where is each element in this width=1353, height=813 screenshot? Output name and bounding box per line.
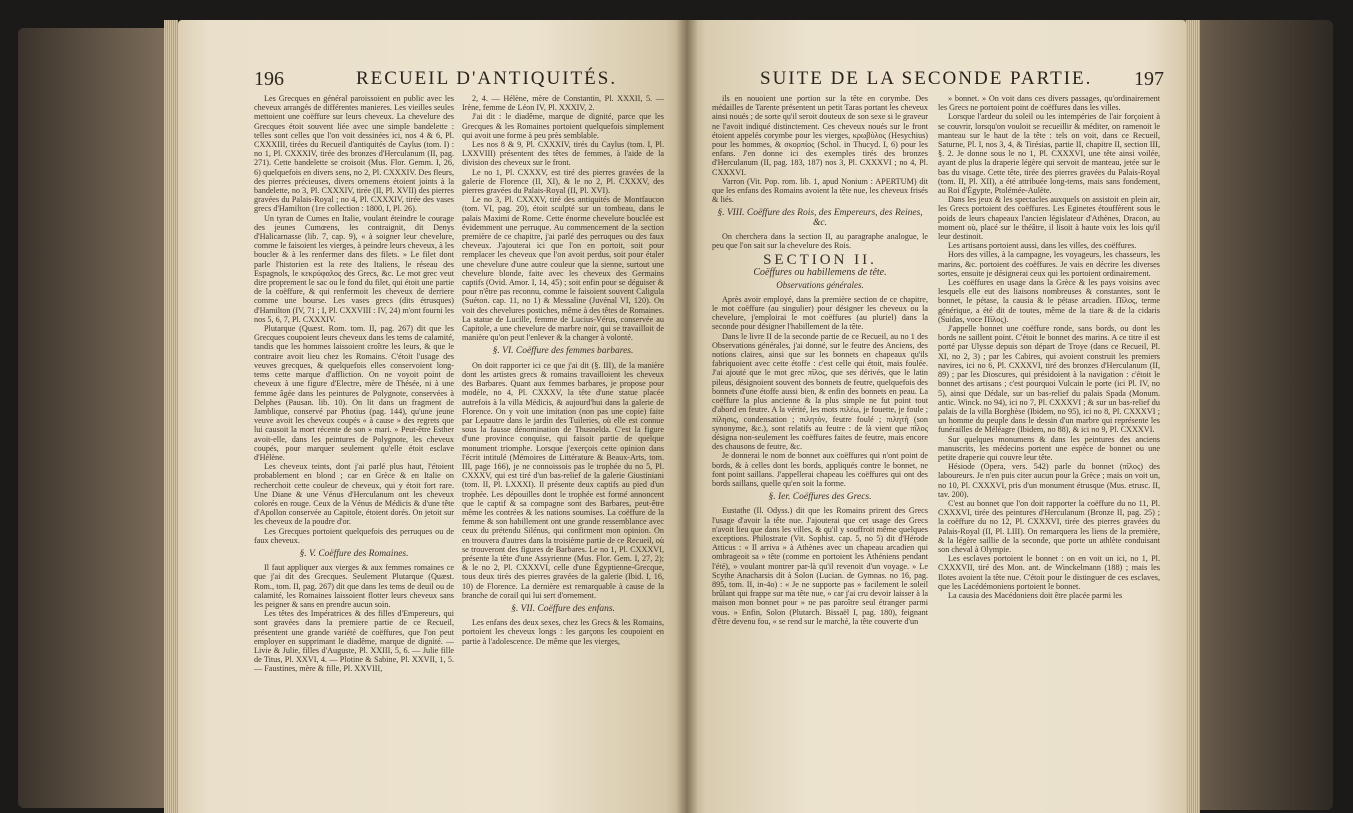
paragraph: Plutarque (Quæst. Rom. tom. II, pag. 267) dit que les Grecques coupoient leurs cheveux dans les tems de calamité, tandis que les hommes laissoient croître les leurs, & que le contraire avoit lieu chez les Romains. C'étoit l'usage des veuves grecques, & quelquefois elles conservoient long-tems cette marque d'affliction. On ne voyoit point de cheveux à une figure d'Electre, mère de Thésée, ni à une femme âgée dans les peintures de Polygnote, conservées à Delphes (Pausan. lib. 10). On lit dans un fragment de Jamblique, conservé par Photius (pag. 144), qu'une jeune veuve avoit les cheveux coupés « à cause » des regrets que lui causoit la mort récente de son » mari. » Peut-être Esther avoit-elle, dans les peintures de Polygnote, les cheveux coupés, pour marquer seulement qu'elle étoit esclave d'Hélène. xyxy=(254,324,454,462)
paragraph: J'ai dit : le diadême, marque de dignité, parce que les Grecques & les Romaines portoient quelquefois simplement qui avoit une forme à peu près semblable. xyxy=(462,112,664,140)
paragraph: On doit rapporter ici ce que j'ai dit (§. III), de la manière dont les artistes grecs & romains travailloient les cheveux des Barbares. Quant aux femmes barbares, je propose pour modèle, no 4, Pl. CXXXV, la tête d'une statue placée autrefois à la villa Médicis, & aujourd'hui dans la galerie de Florence. On y voit une imitation (non pas une copie) faite par Lepautre dans le jardin des Tuileries, où elle est connue sous la fausse dénomination de Thusnelda. C'est la figure d'une province conquise, qui faisoit partie de quelque monument triomphe. Lorsque j'exerçois cette opinion dans l'écrit intitulé (Mémoires de Littérature & Beaux-Arts, tom. III, page 166), je ne connoissois pas le trophée du no 5, Pl. CXXXV, qui est tiré d'un bas-relief de la galerie Giustiniani (tom. II, Pl. LXXXI). Il présente deux captifs au pied d'un trophée. Les dépouilles dont le trophée est formé annoncent que le captif & sa compagne sont des Barbares, peut-être même les contrées & les nations soumises. La coëffure de la femme & son habillement ont une grande ressemblance avec ceux du prétendu Silénus, qui confirment mon opinion. On en trouvera d'autres dans la troisième partie de ce Recueil, où se trouveront des figures de Barbares. Le no 1, Pl. CXXXVI, présente la tête d'une Assyrienne (Mus. Flor. Gem. I, 27, 2); & le no 2, Pl. CXXXVI, celle d'une Égyptienne-Grecque, tous deux tirés des pierres gravées de la galerie (Ibid. I, 16, 10) de Florence. La dernière est remarquable à cause de la branche de corail qui lui sert d'ornement. xyxy=(462,360,664,600)
paragraph: Lorsque l'ardeur du soleil ou les intempéries de l'air forçoient à se couvrir, lorsqu'on vouloit se recueillir & méditer, on ramenoit le manteau sur le haut de la tête : tels on voit, dans ce Recueil, Saturne, Pl. I, nos 3, 4, & Tirésias, partie II, chapitre II, section III, §. 2. Je donne sous le no 1, Pl. CXXXVI, une tête ainsi voilée, ayant de plus la draperie légère qui servoit de manteau, jetée sur le bas du visage. Cette tête, tirée des pierres gravées du Palais-Royal (tom. II, Pl. XII), a été attribuée long-tems, mais sans fondement, au Roi d'Égypte, Ptolémée-Aulète. xyxy=(938,112,1160,196)
paragraph: Les coëffures en usage dans la Grèce & les pays voisins avec lesquels elle eut des liaisons nombreuses & constantes, sont le bonnet, le pétase, la causia & le pétase arcadien. Πῖλος, terme générique, a été dit de toutes, même de la tiare & de la cidaris (Suidas, voce Πῖλος). xyxy=(938,278,1160,324)
section-heading: §. V. Coëffure des Romaines. xyxy=(299,548,409,559)
paragraph: » bonnet. » On voit dans ces divers passages, qu'ordinairement les Grecs ne portoient point de coëffures dans les villes. xyxy=(938,94,1160,113)
paragraph: Je donnerai le nom de bonnet aux coëffures qui n'ont point de bords, & à celles dont les bords, appliqués contre le bonnet, ne font point saillans. J'appellerai chapeau les coëffures qui ont des bords saillans, quelle qu'en soit la forme. xyxy=(712,451,928,488)
right-page xyxy=(686,20,1186,813)
paragraph: Les artisans portoient aussi, dans les villes, des coëffures. xyxy=(948,241,1137,251)
paragraph: On cherchera dans la section II, au paragraphe analogue, le peu que l'on sait sur la chevelure des Rois. xyxy=(712,231,928,251)
page-number-left: 196 xyxy=(254,68,284,90)
left-page-column-1 xyxy=(254,94,454,674)
paragraph: 2, 4. — Hélène, mère de Constantin, Pl. XXXII, 5. — Irène, femme de Léon IV, Pl. XXXIV, 2. xyxy=(462,94,664,113)
right-page-column-2 xyxy=(938,94,1160,600)
page-edges-left xyxy=(164,20,178,813)
paragraph: ils en nouoient une portion sur la tête en corymbe. Des médailles de Tarente présentent un petit Taras portant les cheveux ainsi noués ; de sorte qu'il seroit douteux de son sexe si le graveur ne l'avoit indiqué distinctement. Ces cheveux noués sur le front étoient appelés corymbe pour les vierges, κρωβύλος (Hesychius) pour les hommes, & σκορπίος (Schol. in Thucyd. I, 6) pour les enfans. J'en donne ici des exemples tirés des bronzes d'Herculanum (II, pag. 183, 187) nos 3, Pl. CXXXVI ; no 4, Pl. CXXXVI. xyxy=(712,94,928,177)
section-subtitle: Coëffures ou habillemens de tête. xyxy=(753,267,887,279)
running-head-left: RECUEIL D'ANTIQUITÉS. xyxy=(356,68,618,89)
left-page-column-2 xyxy=(462,94,664,646)
section-heading: §. Ier. Coëffures des Grecs. xyxy=(768,492,872,503)
section-heading: §. VI. Coëffure des femmes barbares. xyxy=(492,346,634,357)
paragraph: La causia des Macédoniens doit être placée parmi les xyxy=(948,590,1123,600)
left-page xyxy=(178,20,686,813)
paragraph: Dans le livre II de la seconde partie de ce Recueil, au no 1 des Observations générales, j'ai donné, sur le feutre des Anciens, des notions claires, ainsi que sur les bonnets en chapeaux qu'ils fabriquoient avec cette étoffe : c'est celle qui étoit, mais foulée. J'ai ajouté que le mot grec πῖλος, que ses dérivés, que le latin pileus, désignoient souvent des bonnets de feutre, quelquefois des bonnets d'une étoffe aussi bien, & enfin des bonnets en peau. La coëffure la plus ancienne & la plus simple ne fut point tout d'abord en feutre. A la vérité, les mots πιλέω, je fouette, je foule ; πίλησις, condensation ; πιλητὸν, feutre foulé ; πιλητὴ (son synonyme, &c.), sont relatifs au feutre : de là vient que πῖλος désigna non-seulement les coëffures faites de feutre, mais encore des chausons de feutre, &c. xyxy=(712,331,928,452)
paragraph: Sur quelques monumens & dans les peintures des anciens manuscrits, les médecins portent une espèce de bonnet ou une petite draperie qui couvre leur tête. xyxy=(938,434,1160,462)
paragraph: Le no 3, Pl. CXXXV, tiré des antiquités de Montfaucon (tom. VI, pag. 20), étoit sculpté sur un tombeau, dans le palais Maximi de Rome. Cette énorme chevelure bouclée est évidemment une perruque. Au commencement de la section première de ce chapitre, j'ai parlé des perruques ou des faux cheveux. J'ajouterai ici que l'on en portoit, soit pour remplacer les cheveux que l'on avoit perdus, soit pour étaler une chevelure d'une autre couleur que la sienne, surtout une chevelure blonde, faite avec les cheveux des Germains captifs (Ovid. Amor. I, 14, 45) ; soit enfin pour se déguiser & pour n'être pas reconnu, comme le faisoient souvent Caligula (Suéton. cap. 11, no 1) & Messaline (Juvénal VI, 120). On voit des chevelures postiches, même à des têtes de Romaines. La statue de Lucille, femme de Lucius-Vérus, conservée au Capitole, a une chevelure de marbre noir, qui se travailloit de manière qu'on peut l'enlever & la changer à volonté. xyxy=(462,195,664,343)
section-heading: §. VIII. Coëffure des Rois, des Empereurs, des Reines, &c. xyxy=(717,208,923,228)
paragraph: Les Grecques en général paroissoient en public avec les cheveux arrangés de différentes manieres. Les vieilles seules mettoient une coëffure sur leurs cheveux. La chevelure des Grecques étoit souvent liée avec une simple bandelette : telles sont celles que l'on voit dessinées ici, nos 4 & 6, Pl. CXXXIII, tirées du Recueil d'antiquités de Caylus (tom. I) : no 1, Pl. CXXXIV, tirée des bronzes d'Herculanum (II, pag. 271). Cette bandelette se croisoit (Mus. Flor. Gemm. I, 26, 6) quelquefois en divers sens, no 2, Pl. CXXXIV. Des fleurs, des pierres précieuses, divers ornemens étoient joints à la bandelette, no 3, Pl. CXXXIV, tirée (II, Pl. XVII) des pierres gravées du Palais-Royal ; no 4, Pl. CXXXIV, tirée des vases grecs d'Hamilton (1re collection : 1800, I, Pl. 26). xyxy=(254,94,454,214)
paragraph: Les enfans des deux sexes, chez les Grecs & les Romains, portoient les cheveux longs : les garçons les coupoient en partie à l'adolescence. De même que les vierges, xyxy=(462,618,664,646)
paragraph: Hésiode (Opera, vers. 542) parle du bonnet (πῖλος) des laboureurs. Je n'en puis citer aucun pour la Grèce ; mais on voit un, no 10, Pl. CXXXVI, pris d'un monument étrusque (Mus. etrusc. II, tav. 200). xyxy=(938,462,1160,499)
paragraph: Eustathe (Il. Odyss.) dit que les Romains prirent des Grecs l'usage d'avoir la tête nue. J'ajouterai que cet usage des Grecs n'avoit lieu que dans les villes, & qu'il y souffroit même quelques exceptions. Philostrate (Vit. Sophist. cap. 5, no 5) dit d'Hérode Atticus : « Il arriva » à Athènes avec un chapeau arcadien qui ombrageoit sa » tête (comme en portoient les Athéniens pendant l'été), » voulant montrer par-là qu'il revenoit d'un voyage. » Le Scythe Anacharsis dit à Solon (Lucian. de Gymnas. no 16, pag. 895, tom. II, in-4o) : « Je ne supporte pas » facilement le soleil brûlant qui frappe sur ma tête nue, » car j'ai cru devoir laisser à la maison mon bonnet pour » ne pas paroître seul étranger parmi vous. » Enfin, Solon (Plutarch. Bissaël I, pag. 180), feignant d'être devenu fou, « se rend sur le marché, la tête couverte d'un xyxy=(712,506,928,626)
paragraph: Un tyran de Cumes en Italie, voulant éteindre le courage des jeunes Cumœens, les contraignit, dit Denys d'Halicarnasse (lib. 7, cap. 9), « à soigner leur chevelure, comme le faisoient les vierges, à peindre leurs cheveux, à les boucler & à les renfermer dans des filets. » Le filet dont parle l'historien est la rete des Italiens, le réseau des Espagnols, le κεκρύφαλος des Grecs, &c. Le mot grec veut dire proprement le sac ou le fond du filet, qui étoit une partie de la coëffure, & qui renfermoit les cheveux de derriere comme une bourse. Les vases grecs (dits étrusques) d'Hamilton (IV, 71 ; I, Pl. CXXVIII : IV, 24) m'ont fourni les nos 5, 6, 7, Pl. CXXXIV. xyxy=(254,213,454,324)
paragraph: Les cheveux teints, dont j'ai parlé plus haut, l'étoient probablement en blond ; car en Grèce & en Italie on recherchoit cette couleur de cheveux, qui y étoit fort rare. Une Diane & une Vénus d'Herculanum ont les cheveux colorés en rouge. Ceux de la Vénus de Médicis & d'une tête d'Apollon conservée au Capitole, étoient dorés. On jetoit sur les cheveux de la poudre d'or. xyxy=(254,462,454,527)
paragraph: Les nos 8 & 9, Pl. CXXXIV, tirés du Caylus (tom. I, Pl. LXXVIII) présentent des têtes de femmes, à l'aide de la division des cheveux sur le front. xyxy=(462,140,664,168)
section-subtitle-2: Observations générales. xyxy=(776,279,864,290)
paragraph: Les Grecques portoient quelquefois des perruques ou de faux cheveux. xyxy=(254,526,454,545)
paragraph: Hors des villes, à la campagne, les voyageurs, les chasseurs, les marins, &c. portoient des coëffures. Je vais en décrire les diverses sortes, ensuite je désignerai ceux qui les portoient ordinairement. xyxy=(938,250,1160,278)
paragraph: C'est au bonnet que l'on doit rapporter la coëffure du no 11, Pl. CXXXVI, tirée des peintures d'Herculanum (Bronze II, pag. 25) ; la coëffure du no 12, Pl. CXXXVI, tirée des pierres gravées du Palais-Royal (II, Pl. LIII). On remarquera les liens de la première, & la légère saillie de la seconde, que porte un athlète conduisant son cheval à Olympie. xyxy=(938,498,1160,554)
paragraph: Varron (Vit. Pop. rom. lib. 1, apud Nonium : APERTUM) dit que les enfans des Romains avoient la tête nue, les cheveux frisés & liés. xyxy=(712,176,928,205)
section-title: SECTION II. xyxy=(763,252,877,269)
right-page-column-1 xyxy=(712,94,928,626)
page-edges-right xyxy=(1186,20,1200,813)
paragraph: Il faut appliquer aux vierges & aux femmes romaines ce que j'ai dit des Grecques. Seulement Plutarque (Quæst. Rom., tom. II, pag. 267) dit que dans les tems de deuil ou de calamité, les Romaines laissoient flotter leurs cheveux sans les peigner & sans en prendre aucun soin. xyxy=(254,563,454,609)
paragraph: Les esclaves portoient le bonnet : on en voit un ici, no 1, Pl. CXXXVII, tiré des Mon. ant. de Winckelmann (188) ; mais les Ilotes avoient la tête nue. C'étoit pour le distinguer de ces esclaves, que les Lacédémoniens portoient le bonnet. xyxy=(938,554,1160,591)
paragraph: Dans les jeux & les spectacles auxquels on assistoit en plein air, les Grecs portoient des coëffures. Les Eginetes étouffèrent sous le poids de leurs chapeaux l'ancien législateur d'Athènes, Dracon, au moment où, placé sur le théâtre, il lisoit à haute voix les lois qu'il leur destinoit. xyxy=(938,195,1160,242)
running-head-right: SUITE DE LA SECONDE PARTIE. xyxy=(760,68,1093,89)
page-number-right: 197 xyxy=(1134,68,1164,90)
paragraph: Le no 1, Pl. CXXXV, est tiré des pierres gravées de la galerie de Florence (II, XI), & le no 2, Pl. CXXXV, des pierres gravées du Palais-Royal (II, Pl. XVI). xyxy=(462,167,664,196)
paragraph: Les têtes des Impératrices & des filles d'Empereurs, qui sont gravées dans la premiere partie de ce Recueil, présentent une grande variété de coëffures, que l'on peut employer en supprimant le diadême, marque de dignité. — Livie & Julie, filles d'Auguste, Pl. XXIII, 5, 6. — Julie fille de Titus, Pl. XXVI, 4. — Plotine & Sabine, Pl. XXVII, 1, 5. — Faustines, mère & fille, Pl. XXVIII, xyxy=(254,609,454,674)
section-heading: §. VII. Coëffure des enfans. xyxy=(511,603,615,614)
paragraph: Après avoir employé, dans la première section de ce chapitre, le mot coëffure (au singulier) pour désigner les cheveux ou la chevelure, j'emploirai le mot coëffures (au pluriel) dans la seconde pour désigner l'habillement de la tête. xyxy=(712,294,928,332)
book-gutter xyxy=(676,20,698,813)
paragraph: J'appelle bonnet une coëffure ronde, sans bords, ou dont les bords ne saillent point. C'étoit le bonnet des marins. A ce titre il est porté par Ulysse depuis son départ de Troye (dans ce Recueil, Pl. XI, no 2, 3) ; par les Cabires, qui avoient construit les premiers navires, ici no 6, Pl. CXXXVI, tiré des bronzes d'Herculanum (II, 89) ; par les Dioscures, qui présidoient à la navigation : c'étoit le bonnet des artisans ; c'est pourquoi Vulcain le porte (ici Pl. IV, no 5), ainsi que Dédale, sur un bas-relief du palais Spada (Monum. antic. Winck. no 94), ici no 7, Pl. CXXXVI ; & sur un bas-relief du palais de la villa Borghèse (Ibidem, no 95), ici no 8, Pl. CXXXVI ; un homme du peuple dans le dessin d'un marbre qui représente les funérailles de Méléagre (Ibidem, no 88), & ici no 9, Pl. CXXXVI. xyxy=(938,324,1160,435)
